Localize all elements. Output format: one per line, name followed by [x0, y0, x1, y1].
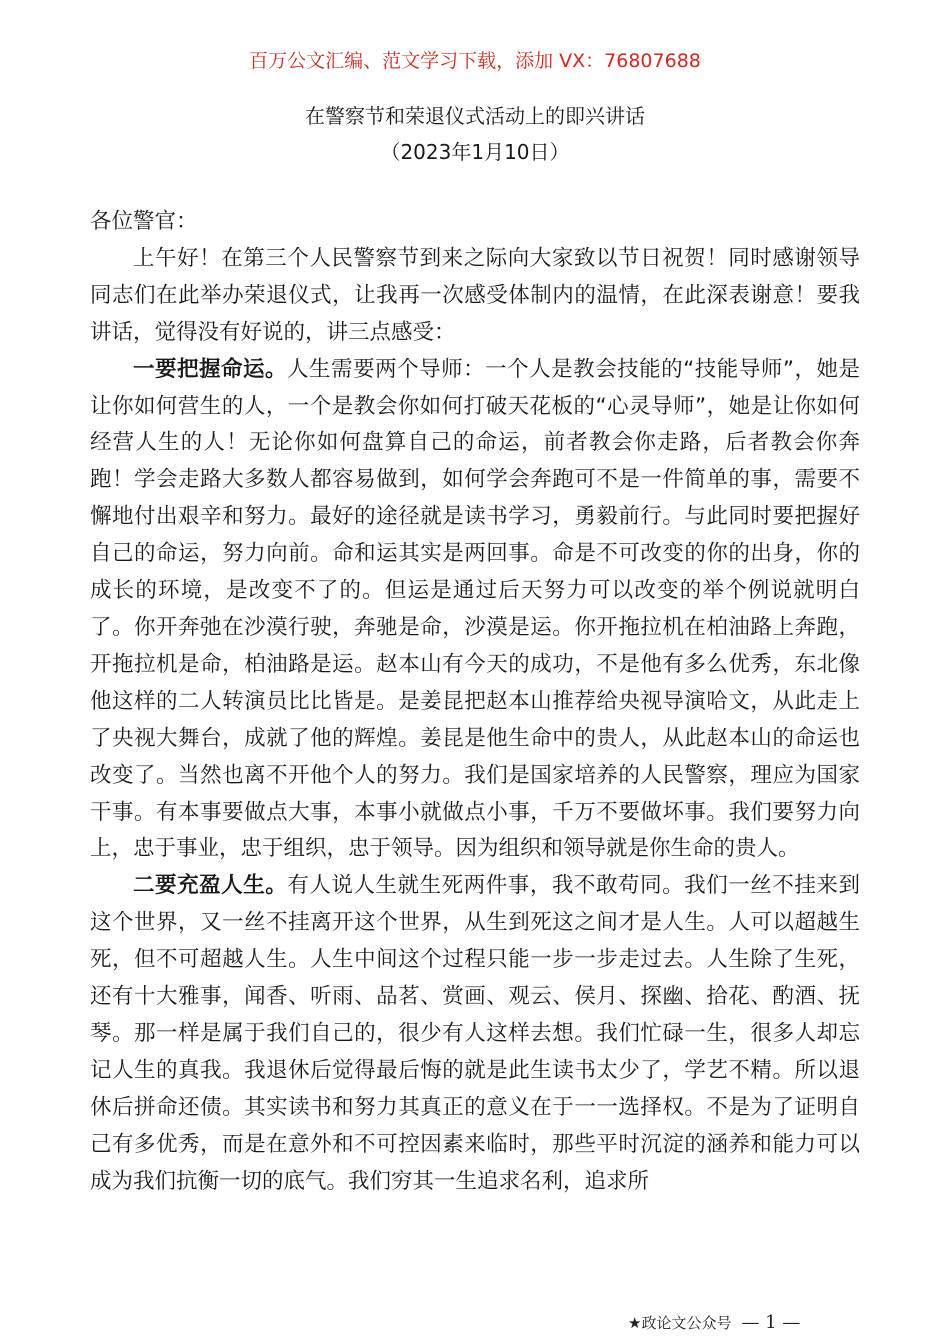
paragraph-text: 人生需要两个导师：一个人是教会技能的“技能导师”，她是让你如何营生的人，一个是教会你如何打破天花板的“心灵导师”，她是让你如何经营人生的人！无论你如何盘算自己的命运，前者教会你走路，后者教会你奔跑！学会走路大多数人都容易做到，如何学会奔跑可不是一件简单的事，需要不懈地付出艰辛和努力。最好的途径就是读书学习，勇毅前行。与此同时要把握好自己的命运，努力向前。命和运其实是两回事。命是不可改变的你的出身，你的成长的环境，是改变不了的。但运是通过后天努力可以改变的举个例说就明白了。你开奔弛在沙漠行驶，奔驰是命，沙漠是运。你开拖拉机在柏油路上奔跑，开拖拉机是命，柏油路是运。赵本山有今天的成功，不是他有多么优秀，东北像他这样的二人转演员比比皆是。是姜昆把赵本山推荐给央视导演哈文，从此走上了央视大舞台，成就了他的辉煌。姜昆是他生命中的贵人，从此赵本山的命运也改变了。当然也离不开他个人的努力。我们是国家培养的人民警察，理应为国家干事。有本事要做点大事，本事小就做点小事，千万不要做坏事。我们要努力向上，忠于事业，忠于组织，忠于领导。因为组织和领导就是你生命的贵人。 — [90, 356, 860, 862]
paragraph-text: 上午好！在第三个人民警察节到来之际向大家致以节日祝贺！同时感谢领导同志们在此举办荣退仪式，让我再一次感受体制内的温情，在此深表谢意！要我讲话，觉得没有好说的，讲三点感受： — [90, 245, 860, 345]
paragraph-point-one — [90, 352, 860, 869]
document-title: 在警察节和荣退仪式活动上的即兴讲话 — [305, 104, 645, 128]
paragraph-text: 有人说人生就生死两件事，我不敢苟同。我们一丝不挂来到这个世界，又一丝不挂离开这个世界，从生到死这之间才是人生。人可以超越生死，但不可超越人生。人生中间这个过程只能一步一步走过去。人生除了生死，还有十大雅事，闻香、听雨、品茗、赏画、观云、侯月、探幽、拾花、酌酒、抚琴。那一样是属于我们自己的，很少有人这样去想。我们忙碌一生，很多人却忘记人生的真我。我退休后觉得最后悔的就是此生读书太少了，学艺不精。所以退休后拼命还债。其实读书和努力其真正的意义在于一一选择权。不是为了证明自己有多优秀，而是在意外和不可控因素来临时，那些平时沉淀的涵养和能力可以成为我们抗衡一切的底气。我们穷其一生追求名利，追求所 — [90, 873, 860, 1194]
paragraph-lead: 一要把握命运。 — [133, 356, 288, 382]
footer-label: ★政论文公众号 — [628, 1314, 732, 1332]
paragraph-lead: 二要充盈人生。 — [133, 873, 288, 899]
page-number: — 1 — — [741, 1312, 801, 1333]
paragraph-greeting — [90, 241, 860, 352]
document-date: （2023年1月10日） — [380, 140, 570, 164]
header-banner: 百万公文汇编、范文学习下载，添加 VX：76807688 — [249, 50, 701, 72]
page-footer — [628, 1312, 800, 1333]
document-body — [90, 204, 860, 1200]
paragraph-point-two — [90, 868, 860, 1200]
salutation: 各位警官： — [90, 209, 198, 234]
